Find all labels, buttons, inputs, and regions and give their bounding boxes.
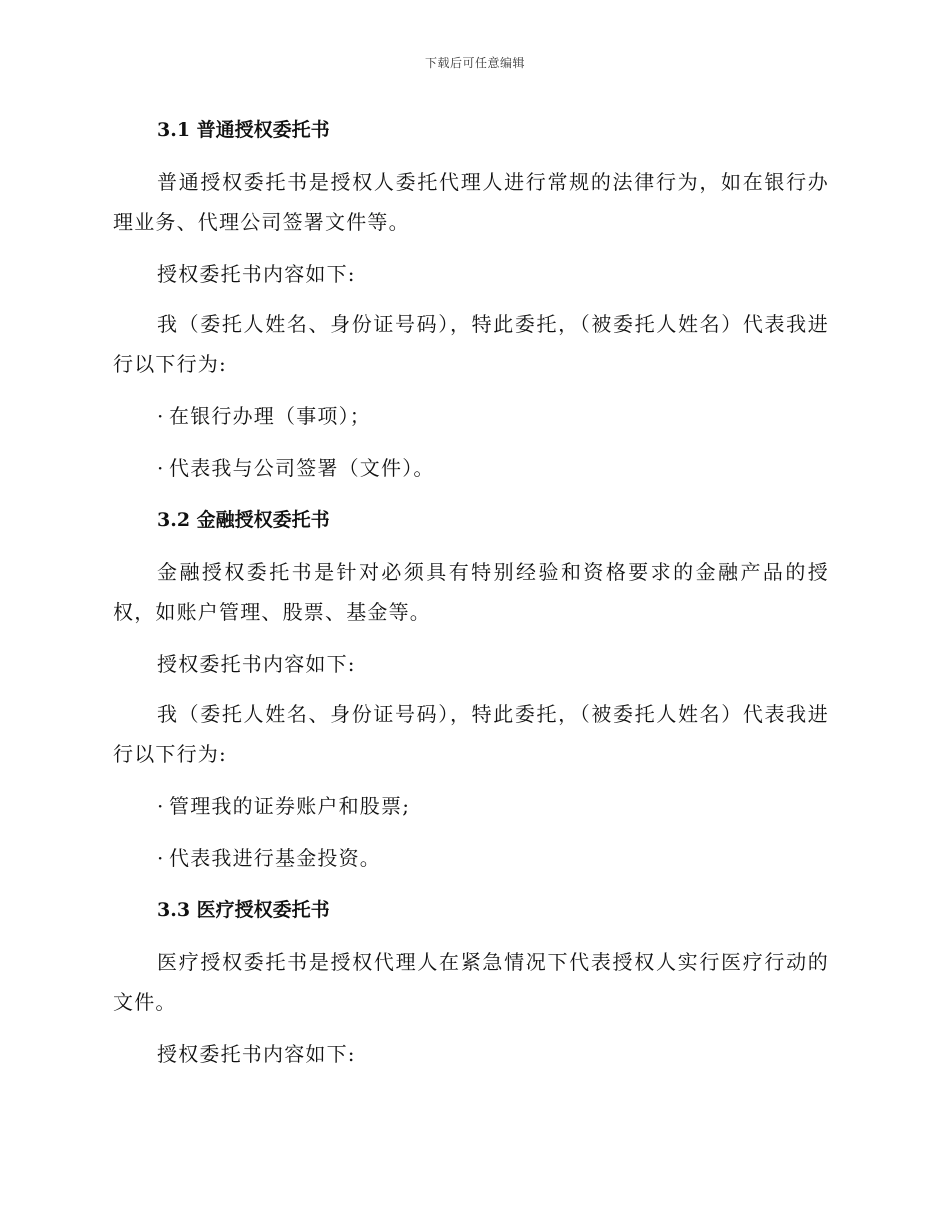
list-item [157, 838, 829, 878]
bullet-icon: · [157, 404, 165, 428]
bullet-icon: · [157, 846, 165, 870]
list-item-text: 代表我进行基金投资。 [169, 846, 381, 870]
list-item-text: 在银行办理（事项）； [169, 404, 371, 428]
section-heading: 3.2 金融授权委托书 [157, 509, 330, 531]
bullet-icon: · [157, 456, 165, 480]
section-description: 普通授权委托书是授权人委托代理人进行常规的法律行为，如在银行办理业务、代理公司签署文件等。 [113, 170, 829, 234]
section-heading: 3.1 普通授权委托书 [157, 119, 330, 141]
content-intro: 授权委托书内容如下: [157, 1042, 356, 1066]
document-body [113, 110, 829, 1084]
section-description: 金融授权委托书是针对必须具有特别经验和资格要求的金融产品的授权，如账户管理、股票、基金等。 [113, 560, 829, 624]
section-heading: 3.3 医疗授权委托书 [157, 899, 330, 921]
section-financial-power-of-attorney [113, 500, 829, 878]
list-item [157, 396, 829, 436]
section-medical-power-of-attorney [113, 890, 829, 1074]
section-general-power-of-attorney [113, 110, 829, 488]
list-item [157, 448, 829, 488]
section-description: 医疗授权委托书是授权代理人在紧急情况下代表授权人实行医疗行动的文件。 [113, 950, 829, 1014]
bullet-icon: · [157, 794, 165, 818]
list-item [157, 786, 829, 826]
content-intro: 授权委托书内容如下: [157, 652, 356, 676]
authorization-statement: 我（委托人姓名、身份证号码），特此委托，（被委托人姓名）代表我进行以下行为: [113, 312, 829, 376]
content-intro: 授权委托书内容如下: [157, 262, 356, 286]
authorization-statement: 我（委托人姓名、身份证号码），特此委托，（被委托人姓名）代表我进行以下行为: [113, 702, 829, 766]
list-item-text: 管理我的证券账户和股票; [169, 794, 411, 818]
list-item-text: 代表我与公司签署（文件）。 [169, 456, 435, 480]
page-header: 下载后可任意编辑 [424, 56, 525, 70]
